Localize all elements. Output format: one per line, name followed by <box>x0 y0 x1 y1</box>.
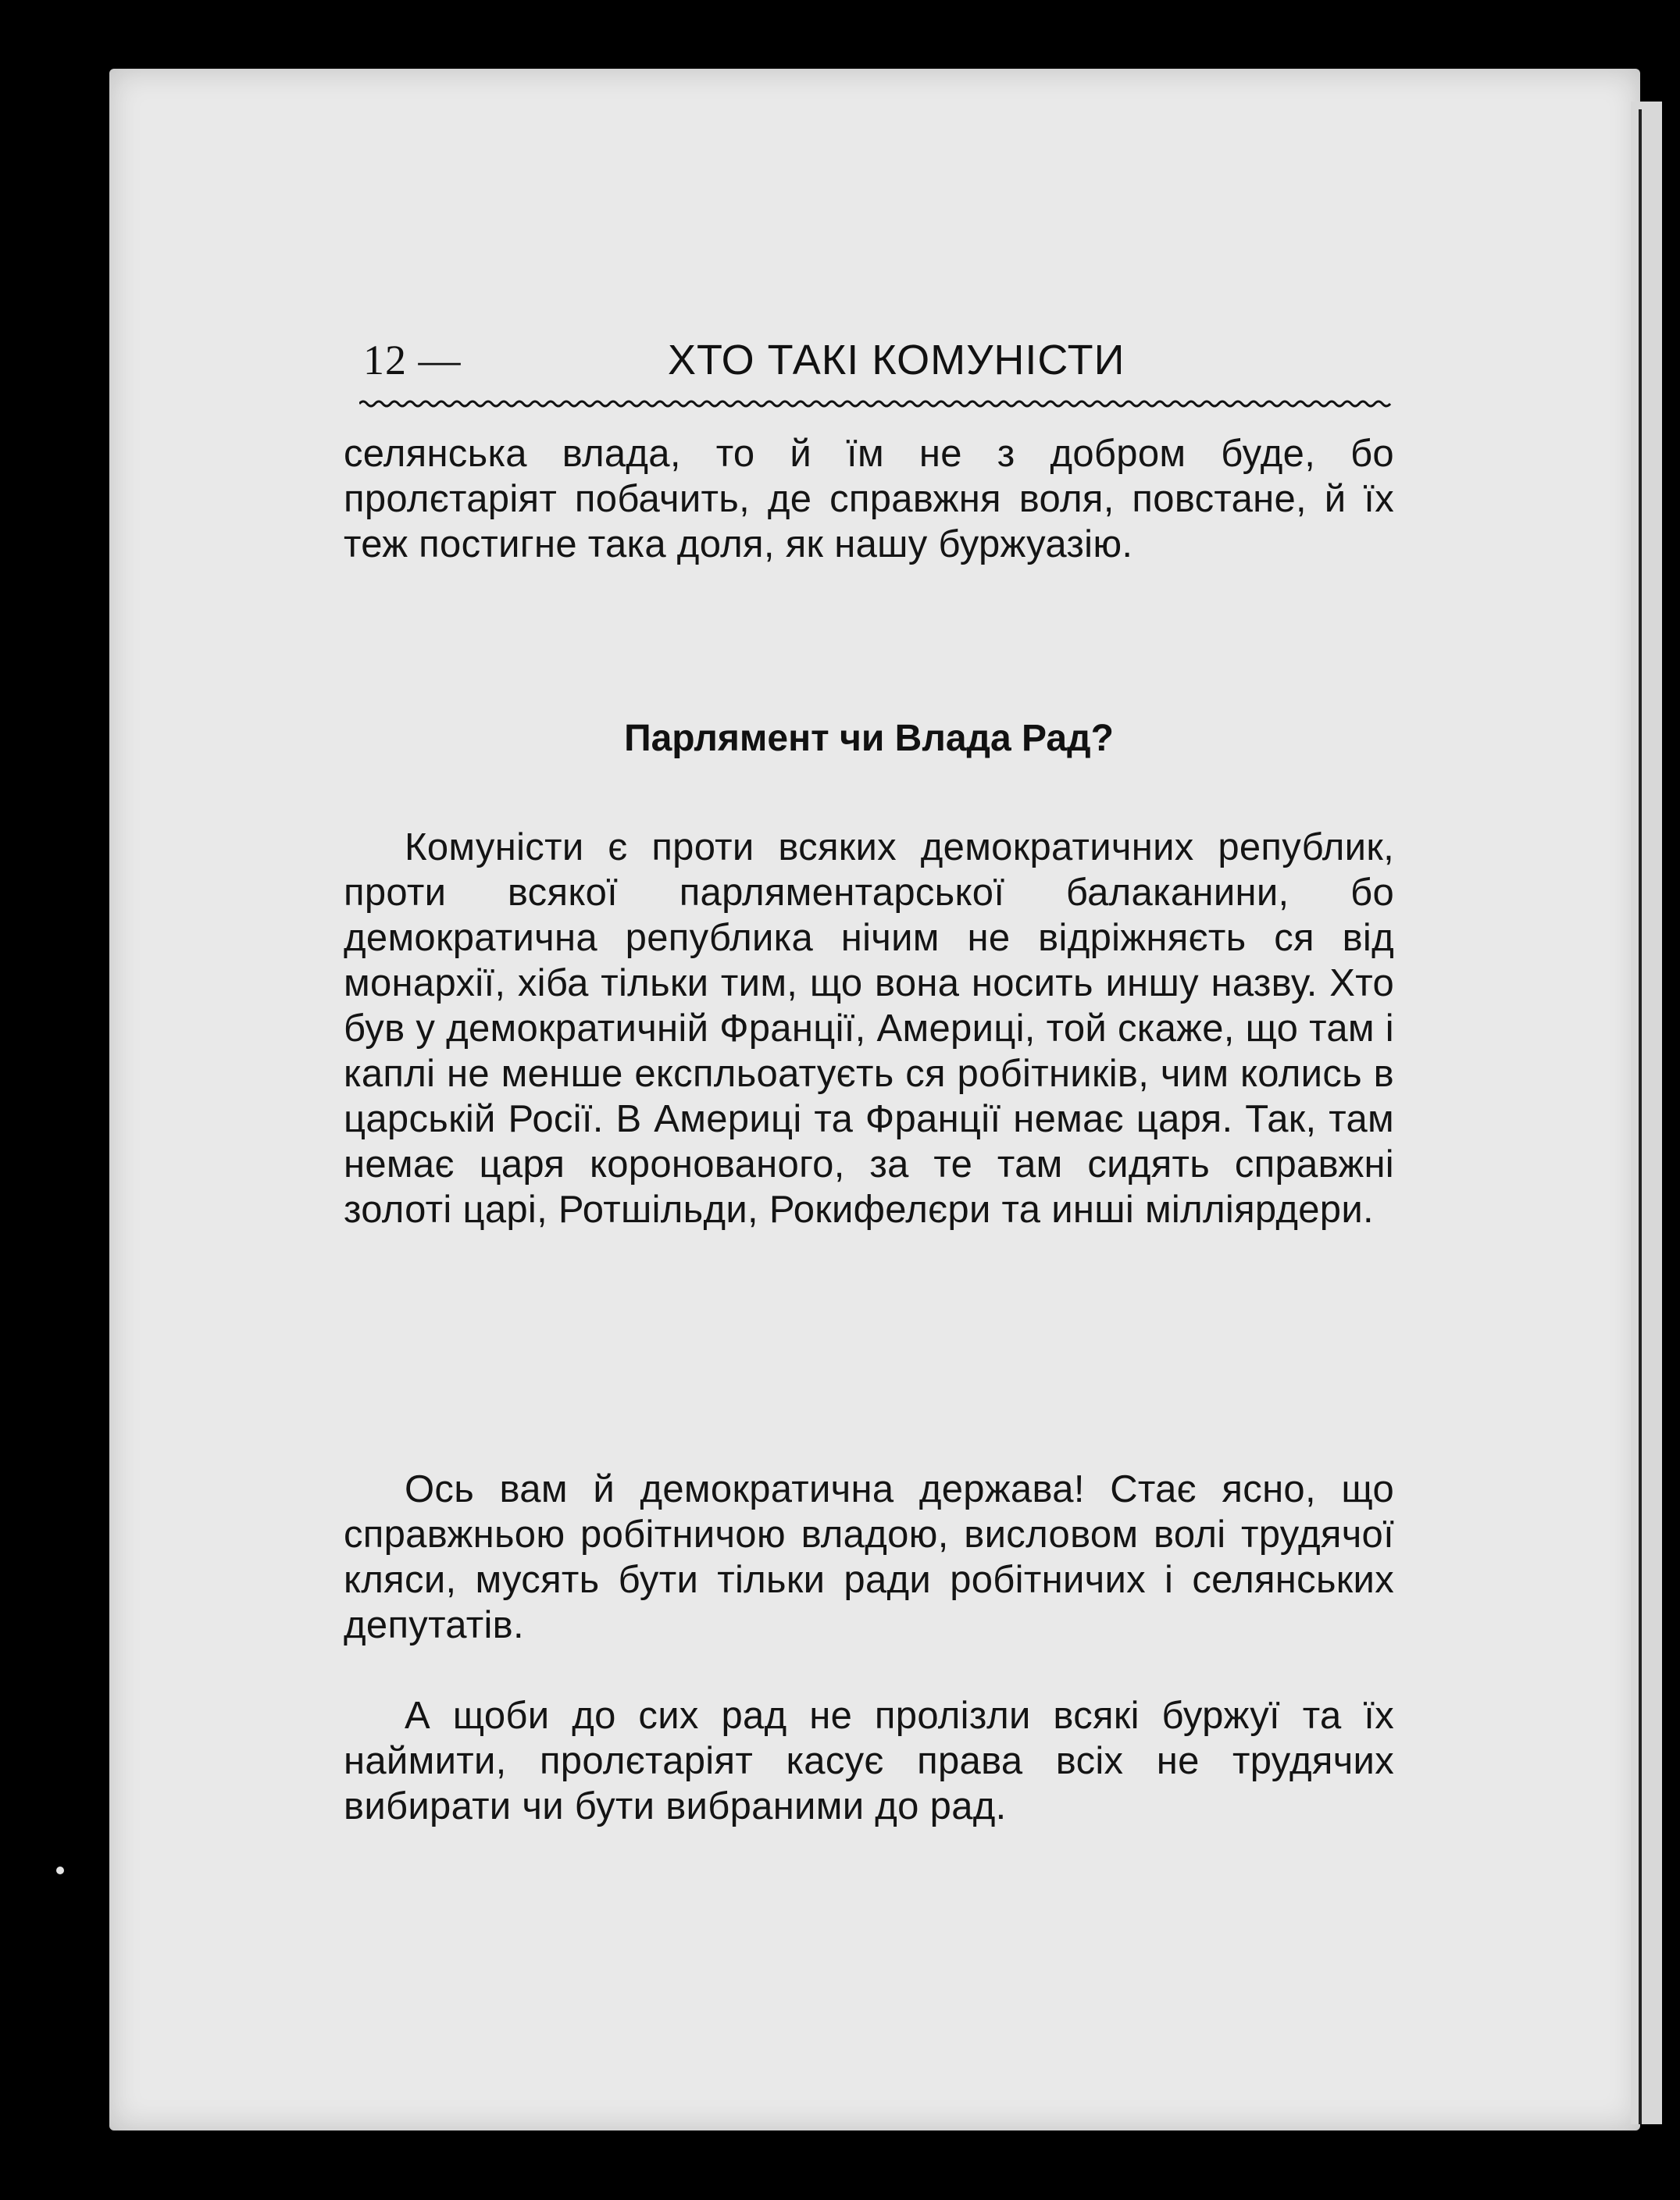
section-heading: Парлямент чи Влада Рад? <box>624 718 1114 759</box>
edge-speck <box>56 1867 64 1874</box>
paragraph-1: Комуністи є проти всяких демократичних републик, проти всякої парляментарської балаканини, бо демократична република нічим не відріжняєть ся від монархії, хіба тільки тим, що вона носить иншу назву. Хто був у демократичній Франції, Америці, той скаже, що там і каплі не менше експльоатуєть ся робітників, чим колись в царській Росії. В Америці та Франції немає царя. Так, там немає царя коронованого, за те там сидять справжні золоті царі, Ротшільди, Рокифелєри та инші мілліярдери. <box>344 826 1394 1231</box>
continuation-paragraph: селянська влада, то й їм не з добром буде, бо пролєтаріят побачить, де справжня воля, повстане, й їх теж постигне така доля, як нашу буржуазію. <box>344 433 1394 565</box>
page-number: 12 — <box>363 337 462 383</box>
book-spine <box>1639 109 1642 2124</box>
paragraph-3: А щоби до сих рад не пролізли всякі буржуї та їх наймити, пролєтаріят касує права всіх не трудячих вибирати чи бути вибраними до рад. <box>344 1695 1394 1827</box>
running-title: ХТО ТАКІ КОМУНІСТИ <box>668 337 1125 383</box>
header-wavy-rule <box>359 398 1394 409</box>
facing-page-edge <box>1631 102 1662 2124</box>
paragraph-2: Ось вам й демократична держава! Стає ясно, що справжньою робітничою владою, висловом волі трудячої кляси, мусять бути тільки ради робітничих і селянських депутатів. <box>344 1468 1394 1646</box>
page-header <box>363 336 1394 398</box>
